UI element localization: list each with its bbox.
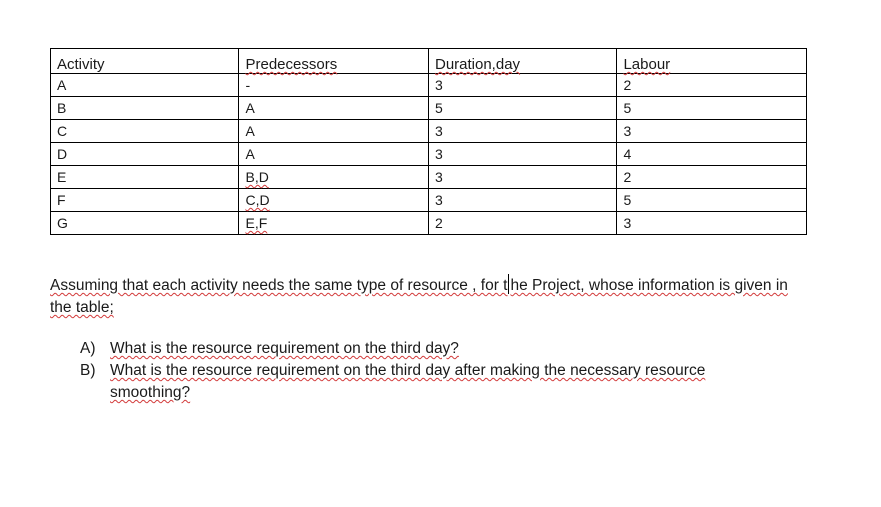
cell-activity: B xyxy=(51,97,239,120)
cell-duration: 3 xyxy=(428,189,616,212)
cell-activity: G xyxy=(51,212,239,235)
cell-predecessors: A xyxy=(239,97,429,120)
cell-labour: 4 xyxy=(617,143,807,166)
cell-duration: 3 xyxy=(428,74,616,97)
part-text: What is the resource requirement on the third day? xyxy=(110,340,459,357)
cell-labour: 2 xyxy=(617,166,807,189)
list-item xyxy=(80,338,780,360)
cell-predecessors: C,D xyxy=(239,189,429,212)
activity-table xyxy=(50,48,807,235)
list-item xyxy=(80,360,780,404)
question-intro[interactable] xyxy=(50,274,810,319)
part-label: B) xyxy=(80,362,96,379)
cell-labour: 3 xyxy=(617,120,807,143)
question-text-part1: Assuming that each activity needs the same type of resource , for t xyxy=(50,277,508,294)
header-predecessors: Predecessors xyxy=(239,49,429,74)
table-row xyxy=(51,97,807,120)
table-row xyxy=(51,143,807,166)
cell-predecessors: B,D xyxy=(239,166,429,189)
cell-duration: 5 xyxy=(428,97,616,120)
cell-predecessors: A xyxy=(239,143,429,166)
header-labour: Labour xyxy=(617,49,807,74)
cell-duration: 2 xyxy=(428,212,616,235)
cell-labour: 5 xyxy=(617,97,807,120)
table-row xyxy=(51,166,807,189)
cell-labour: 5 xyxy=(617,189,807,212)
header-activity: Activity xyxy=(51,49,239,74)
table-row xyxy=(51,189,807,212)
cell-activity: E xyxy=(51,166,239,189)
table-row xyxy=(51,120,807,143)
question-text-part2: he Project, whose information is given in the table; xyxy=(50,277,788,316)
cell-activity: A xyxy=(51,74,239,97)
header-duration: Duration,day xyxy=(428,49,616,74)
table-header-row xyxy=(51,49,807,74)
cell-predecessors: - xyxy=(239,74,429,97)
table-row xyxy=(51,212,807,235)
table-row xyxy=(51,74,807,97)
cell-activity: D xyxy=(51,143,239,166)
part-label: A) xyxy=(80,340,96,357)
cell-duration: 3 xyxy=(428,120,616,143)
cell-predecessors: E,F xyxy=(239,212,429,235)
part-text: What is the resource requirement on the third day after making the necessary resource smoothing? xyxy=(110,362,706,401)
question-parts-list xyxy=(80,338,780,404)
cell-predecessors: A xyxy=(239,120,429,143)
cell-activity: C xyxy=(51,120,239,143)
cell-labour: 3 xyxy=(617,212,807,235)
cell-labour: 2 xyxy=(617,74,807,97)
cell-duration: 3 xyxy=(428,166,616,189)
cell-duration: 3 xyxy=(428,143,616,166)
cell-activity: F xyxy=(51,189,239,212)
question-paragraph[interactable] xyxy=(50,274,810,319)
